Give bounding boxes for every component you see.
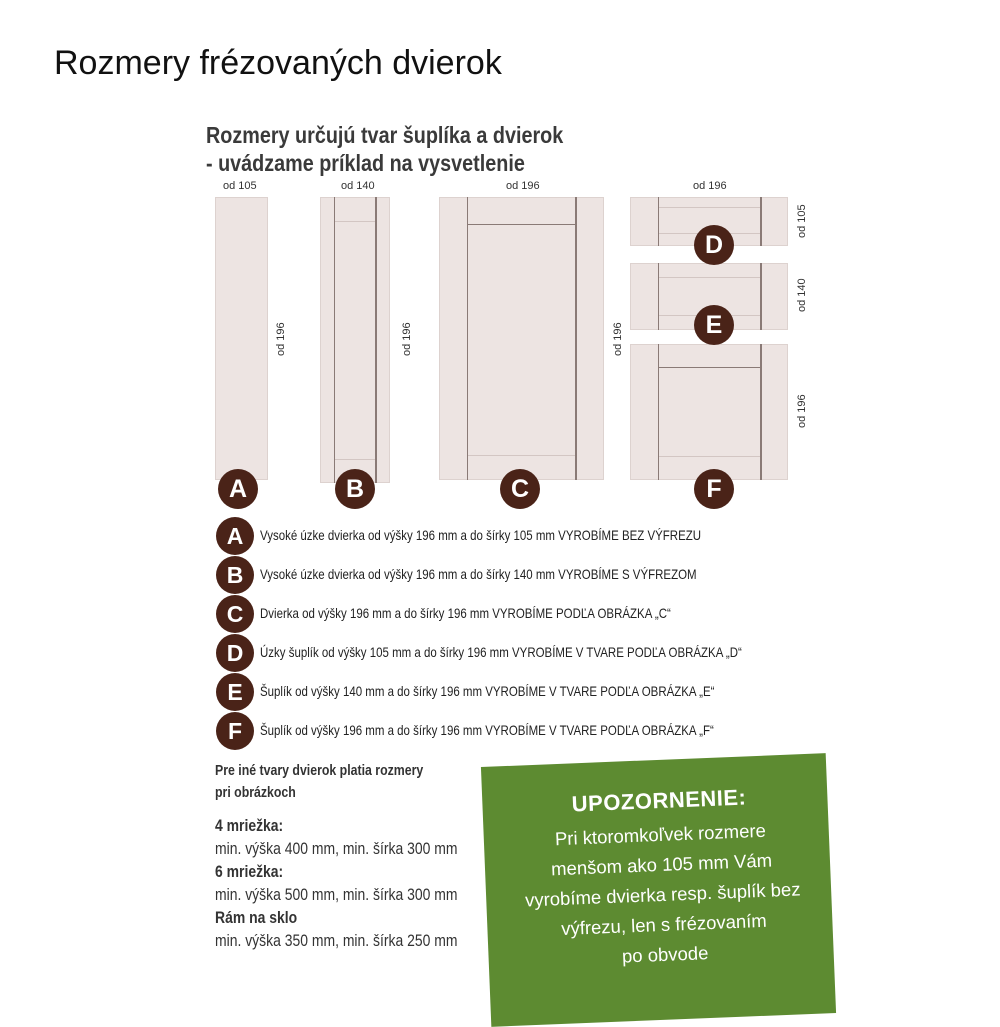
subtitle-line-1: Rozmery určujú tvar šuplíka a dvierok <box>206 122 564 148</box>
panel-a-image <box>215 197 268 480</box>
height-label-b: od 196 <box>401 322 413 356</box>
height-label-c: od 196 <box>612 322 624 356</box>
spec-name-glass-frame: Rám na sklo <box>215 908 298 927</box>
legend-badge-c: C <box>216 595 254 633</box>
legend-badge-f: F <box>216 712 254 750</box>
legend-badge-e: E <box>216 673 254 711</box>
legend-badge-a: A <box>216 517 254 555</box>
legend-text-a: Vysoké úzke dvierka od výšky 196 mm a do šírky 105 mm VYROBÍME BEZ VÝFREZU <box>260 527 702 543</box>
panel-badge-c: C <box>500 469 540 509</box>
warning-line-1: Pri ktoromkoľvek rozmere <box>554 819 767 850</box>
warning-line-5: po obvode <box>621 942 709 967</box>
warning-line-2: menšom ako 105 mm Vám <box>550 849 773 880</box>
height-label-d: od 105 <box>796 204 808 238</box>
panel-c-image <box>439 197 604 480</box>
panel-badge-b: B <box>335 469 375 509</box>
other-shapes-note-line-1: Pre iné tvary dvierok platia rozmery <box>215 763 424 779</box>
width-label-d: od 196 <box>693 180 727 192</box>
subtitle <box>206 121 563 177</box>
panel-badge-a: A <box>218 469 258 509</box>
warning-heading: UPOZORNENIE: <box>571 784 747 817</box>
page-title: Rozmery frézovaných dvierok <box>54 44 502 82</box>
legend-text-e: Šuplík od výšky 140 mm a do šírky 196 mm VYROBÍME V TVARE PODĽA OBRÁZKA „E“ <box>260 683 715 699</box>
other-shapes-note-line-2: pri obrázkoch <box>215 785 296 801</box>
legend-badge-d: D <box>216 634 254 672</box>
panel-badge-e: E <box>694 305 734 345</box>
legend-badge-b: B <box>216 556 254 594</box>
height-label-f: od 196 <box>796 394 808 428</box>
panel-badge-f: F <box>694 469 734 509</box>
warning-line-3: vyrobíme dvierka resp. šuplík bez <box>524 878 801 911</box>
width-label-a: od 105 <box>223 180 257 192</box>
panel-b-image <box>320 197 390 483</box>
panel-f-image <box>630 344 788 480</box>
spec-value-glass-frame: min. výška 350 mm, min. šírka 250 mm <box>215 931 458 950</box>
height-label-a: od 196 <box>275 322 287 356</box>
spec-value-6-grid: min. výška 500 mm, min. šírka 300 mm <box>215 885 458 904</box>
legend-text-f: Šuplík od výšky 196 mm a do šírky 196 mm VYROBÍME V TVARE PODĽA OBRÁZKA „F“ <box>260 722 714 738</box>
width-label-b: od 140 <box>341 180 375 192</box>
legend-text-b: Vysoké úzke dvierka od výšky 196 mm a do šírky 140 mm VYROBÍME S VÝFREZOM <box>260 566 697 582</box>
warning-line-4: výfrezu, len s frézovaním <box>560 909 768 940</box>
spec-name-4-grid: 4 mriežka: <box>215 816 284 835</box>
width-label-c: od 196 <box>506 180 540 192</box>
panel-badge-d: D <box>694 225 734 265</box>
warning-text <box>486 781 838 977</box>
legend-text-c: Dvierka od výšky 196 mm a do šírky 196 mm VYROBÍME PODĽA OBRÁZKA „C“ <box>260 605 671 621</box>
legend-text-d: Úzky šuplík od výšky 105 mm a do šírky 196 mm VYROBÍME V TVARE PODĽA OBRÁZKA „D“ <box>260 644 742 660</box>
spec-value-4-grid: min. výška 400 mm, min. šírka 300 mm <box>215 839 458 858</box>
height-label-e: od 140 <box>796 278 808 312</box>
subtitle-line-2: - uvádzame príklad na vysvetlenie <box>206 150 525 176</box>
spec-name-6-grid: 6 mriežka: <box>215 862 284 881</box>
